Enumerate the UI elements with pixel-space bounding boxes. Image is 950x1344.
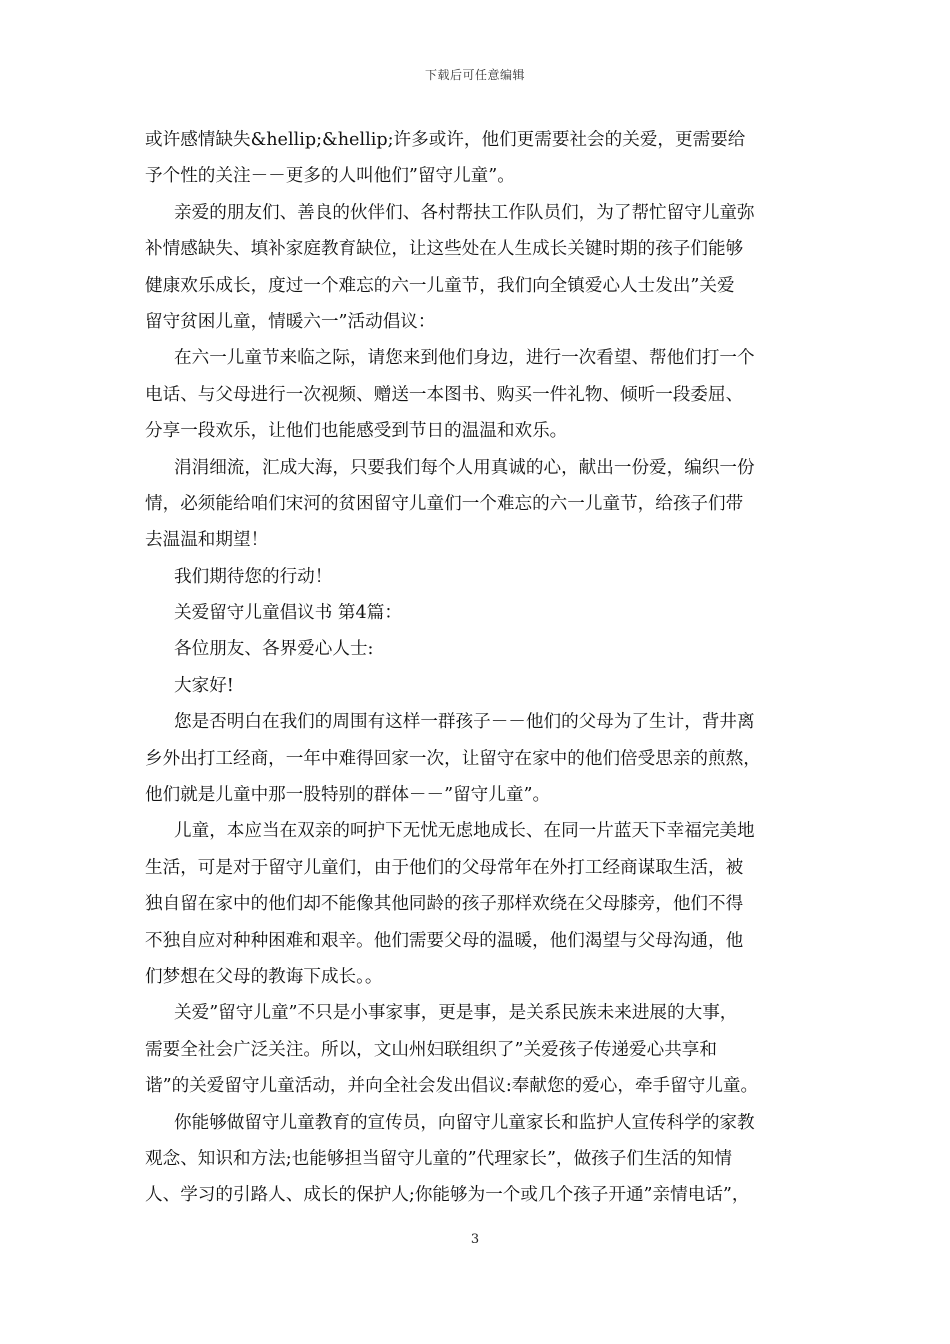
text-line: 人、学习的引路人、成长的保护人;你能够为一个或几个孩子开通”亲情电话”， [145,1185,750,1206]
text-line: 涓涓细流，汇成大海，只要我们每个人用真诚的心，献出一份爱，编织一份 [174,457,755,478]
text-line: 需要全社会广泛关注。所以，文山州妇联组织了”关爱孩子传递爱心共享和 [145,1039,717,1060]
text-line: 观念、知识和方法;也能够担当留守儿童的”代理家长”，做孩子们生活的知情 [145,1148,732,1169]
text-line: 补情感缺失、填补家庭教育缺位，让这些处在人生成长关键时期的孩子们能够 [145,239,744,260]
text-line: 关爱”留守儿童”不只是小事家事，更是事，是关系民族未来进展的大事， [174,1003,738,1024]
text-line: 情，必须能给咱们宋河的贫困留守儿童们一个难忘的六一儿童节，给孩子们带 [145,493,744,514]
text-line: 独自留在家中的他们却不能像其他同龄的孩子那样欢绕在父母膝旁，他们不得 [145,894,744,915]
text-line: 分享一段欢乐，让他们也能感受到节日的温温和欢乐。 [145,421,568,442]
text-line: 不独自应对种种困难和艰辛。他们需要父母的温暖，他们渴望与父母沟通，他 [145,930,744,951]
text-line: 或许感情缺失&hellip;&hellip;许多或许，他们更需要社会的关爱，更需要给 [145,130,746,150]
text-line: 去温温和期望！ [145,530,269,551]
text-line: 他们就是儿童中那一股特别的群体－－”留守儿童”。 [145,785,551,806]
text-line: 关爱留守儿童倡议书 第4篇： [174,603,402,624]
document-body [145,122,813,1214]
text-line: 电话、与父母进行一次视频、赠送一本图书、购买一件礼物、倾听一段委屈、 [145,384,744,405]
text-line: 健康欢乐成长，度过一个难忘的六一儿童节，我们向全镇爱心人士发出”关爱 [145,275,735,296]
text-line: 我们期待您的行动！ [174,566,333,587]
text-line: 留守贫困儿童，情暖六一”活动倡议： [145,311,436,332]
text-line: 亲爱的朋友们、善良的伙伴们、各村帮扶工作队员们，为了帮忙留守儿童弥 [174,202,755,223]
text-line: 们梦想在父母的教诲下成长。。 [145,966,383,987]
header-note: 下载后可任意编辑 [424,68,525,82]
text-line: 您是否明白在我们的周围有这样一群孩子－－他们的父母为了生计，背井离 [174,712,755,733]
text-line: 你能够做留守儿童教育的宣传员，向留守儿童家长和监护人宣传科学的家教 [174,1112,755,1133]
text-line: 大家好! [174,675,234,696]
text-line: 在六一儿童节来临之际，请您来到他们身边，进行一次看望、帮他们打一个 [174,348,755,369]
text-line: 生活，可是对于留守儿童们，由于他们的父母常年在外打工经商谋取生活，被 [145,857,744,878]
text-line: 谐”的关爱留守儿童活动，并向全社会发出倡议:奉献您的爱心，牵手留守儿童。 [145,1076,759,1097]
text-line: 乡外出打工经商，一年中难得回家一次，让留守在家中的他们倍受思亲的煎熬， [145,748,761,769]
text-line: 儿童，本应当在双亲的呵护下无忧无虑地成长、在同一片蓝天下幸福完美地 [174,821,755,842]
text-line: 予个性的关注－－更多的人叫他们”留守儿童”。 [145,166,515,187]
text-line: 各位朋友、各界爱心人士: [174,639,374,660]
page-number: 3 [470,1232,480,1247]
